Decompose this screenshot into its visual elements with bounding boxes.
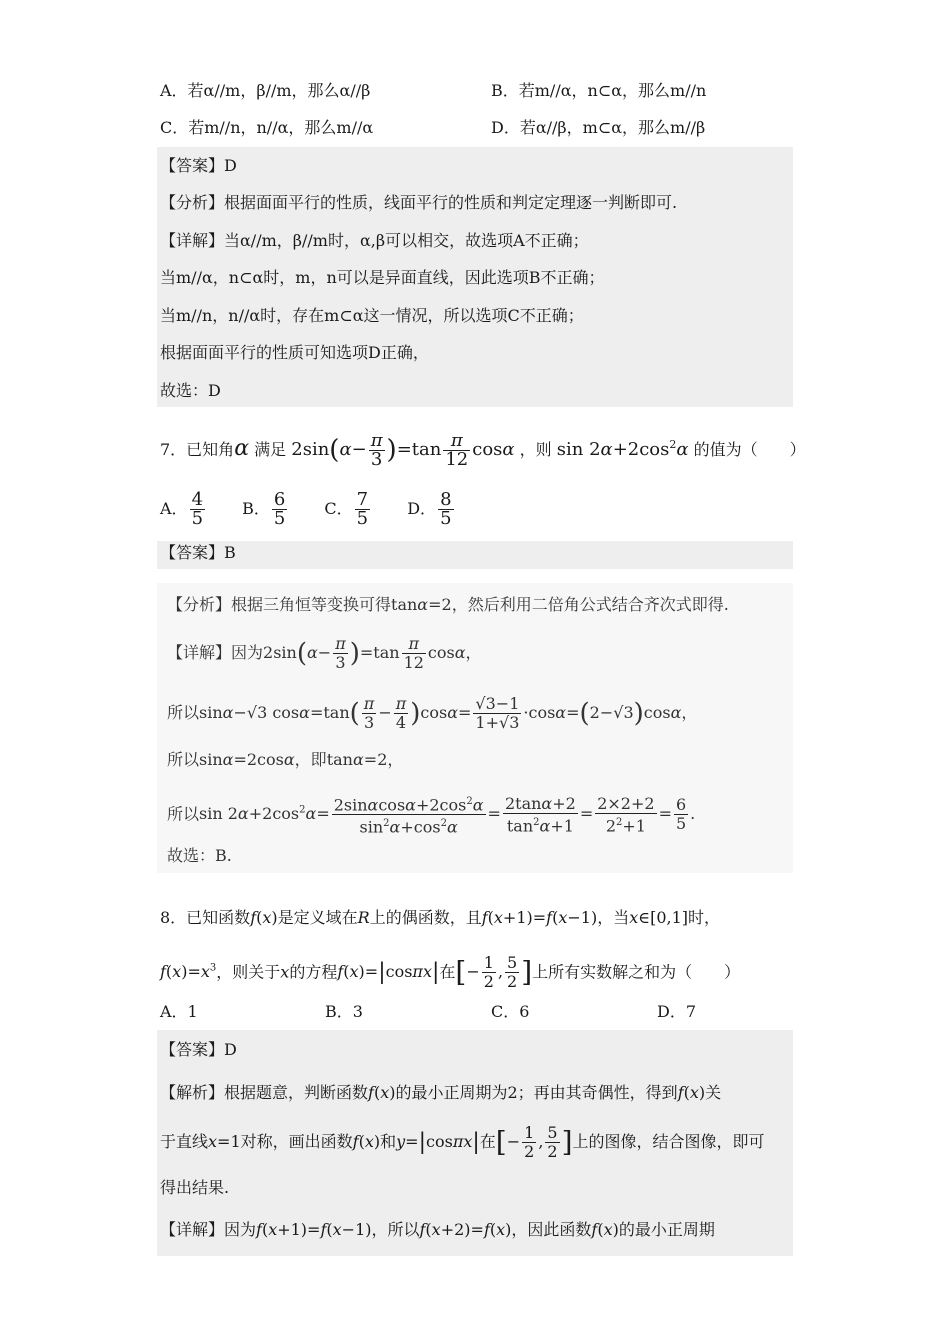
q7-stem [160,423,806,472]
q8-interval-2: [− $\frac{1}{2}$ , $\frac{5}{2}$ ] [455,953,533,992]
q7-equation: 2sin(α− $\frac{\pi}{3}$ )=tan $\frac{\pi}{12}$ cosα [291,429,515,470]
q8-option-d: D．7 [657,1002,697,1021]
q8-option-a: A．1 [160,1002,198,1021]
q7-detail-line-2: 所以sinα−√3 cosα=tan( $\frac{\pi}{3}$ − $\frac{\pi}{4}$ )cosα= $\frac{√3-1}{1+√3}$ ·cosα=(2−√3)cosα， [167,694,698,732]
q6-detail-line-5: 故选：D [160,381,221,400]
q7-options [160,487,456,531]
q7-answer-block [157,541,793,569]
q6-option-b: B．若m//α，n⊂α，那么m//n [491,81,707,100]
q7-detail-line-4: 所以$\sin 2\alpha+2\cos^2\alpha=$ $\frac{2\sin\alpha\cos\alpha+2\cos^2\alpha}{\sin^2\alpha+\cos^2\alpha}$ = $\frac{2\tan\alpha+2}{\tan^2\alpha+1}$ = $\frac{2\times 2+2}{2^2+1}$ = $\frac{6}{5}$ . [167,793,696,837]
q7-solution-image [157,583,793,873]
q7-stem-mid: 满足 [254,440,287,459]
q8-period: 2 [507,1083,518,1102]
q7-detail-eq-3a: sinα=2cosα [199,750,295,769]
q6-detail-line-3: 当m//n，n//α时，存在m⊂α这一情况，所以选项C不正确； [160,306,584,325]
q8-detail-eq-2: f(x+2)=f(x) [419,1220,512,1239]
q6-detail-line-4: 根据面面平行的性质可知选项D正确， [160,343,429,362]
q8-fx: f(x) [250,908,278,927]
q8-stem-line-2: $f(x)=x^3$，则关于x的方程f(x)=|cosπx|在[− $\frac{1}{2}$ , $\frac{5}{2}$ ]上所有实数解之和为（ ） [160,953,741,992]
q7-detail-eq-4: $\sin 2\alpha+2\cos^2\alpha=$ $\frac{2\sin\alpha\cos\alpha+2\cos^2\alpha}{\sin^2\alpha+\cos^2\alpha}$ = $\frac{2\tan\alpha+2}{\tan^2\alpha+1}$ = $\frac{2\times 2+2}{2^2+1}$ = $\frac{6}{5}$ . [199,793,696,837]
q6-option-c: C．若m//n，n//α，那么m//α [160,118,374,137]
q7-detail-eq-1: 2sin(α− $\frac{\pi}{3}$ )=tan $\frac{\pi}{12}$ cosα， [263,634,482,672]
q7-option-c: C． $\frac{7}{5}$ [324,489,369,529]
q8-analysis-line-3: 得出结果. [160,1178,230,1197]
q6-detail-line-2: 当m//α，n⊂α时，m，n可以是异面直线，因此选项B不正确； [160,268,605,287]
q8-analysis-fx-3: f(x) [352,1132,381,1151]
q7-alpha: α [234,436,250,461]
q8-answer: 【答案】D [160,1040,237,1059]
q8-option-c: C．6 [491,1002,530,1021]
q6-answer: 【答案】D [160,156,237,175]
q7-option-b: B． $\frac{6}{5}$ [242,489,286,529]
q8-analysis-y: y=|cosπx| [396,1129,480,1155]
q8-analysis-fx-2: f(x) [677,1083,706,1102]
q6-analysis: 【分析】根据面面平行的性质，线面平行的性质和判定定理逐一判断即可. [160,193,678,212]
q8-stem-line-1: 8．已知函数f(x)是定义域在R上的偶函数，且f(x+1)=f(x−1)，当x∈[0,1]时， [160,908,721,927]
q7-option-d: D． $\frac{8}{5}$ [407,489,452,529]
q8-detail-line: 【详解】因为f(x+1)=f(x−1)，所以f(x+2)=f(x)，因此函数f(x)的最小正周期 [160,1220,715,1239]
q8-analysis-interval: [− $\frac{1}{2}$ , $\frac{5}{2}$ ] [495,1123,573,1161]
q8-analysis-line-1: 【解析】根据题意，判断函数f(x)的最小正周期为2；再由其奇偶性，得到f(x)关 [160,1083,722,1102]
q7-expression: $\sin 2\alpha+2\cos^2\alpha$ [556,438,689,460]
q8-detail-eq-1: f(x+1)=f(x−1) [256,1220,372,1239]
q7-answer: 【答案】B [160,543,236,562]
q8-eq-1: f(x+1)=f(x−1) [481,908,598,927]
q8-option-b: B．3 [325,1002,363,1021]
q8-eq-2: $f(x)=x^3$ [160,962,217,982]
q8-analysis-fx-1: f(x) [368,1083,396,1102]
q6-option-d: D．若α//β，m⊂α，那么m//β [491,118,706,137]
q7-analysis: 【分析】根据三角恒等变换可得tanα=2，然后利用二倍角公式结合齐次式即得. [167,595,729,614]
q7-stem-end: 的值为（ ） [693,440,806,459]
q7-detail-line-1: 【详解】因为2sin(α− $\frac{\pi}{3}$ )=tan $\frac{\pi}{12}$ cosα， [167,634,482,672]
q6-option-a: A．若α//m，β//m，那么α//β [160,81,371,100]
q7-analysis-eq: tanα=2 [391,595,452,614]
q7-conclusion: 故选：B. [167,846,232,865]
q7-option-a: A． $\frac{4}{5}$ [160,489,204,529]
q7-detail-eq-2: sinα−√3 cosα=tan( $\frac{\pi}{3}$ − $\frac{\pi}{4}$ )cosα= $\frac{√3-1}{1+√3}$ ·cosα=(2−√3)cosα， [199,694,698,732]
q8-x: x [280,962,290,982]
q7-stem-prefix: 7．已知角 [160,440,235,459]
q8-eq-3: f(x)=|cosπx| [337,959,440,985]
q8-analysis-x1: x=1 [208,1132,241,1151]
q8-interval-1: x∈[0,1] [629,908,689,927]
q7-stem-suffix: ，则 [519,440,552,459]
q8-analysis-line-2: 于直线x=1对称，画出函数f(x)和y=|cosπx|在[− $\frac{1}{2}$ , $\frac{5}{2}$ ]上的图像，结合图像，即可 [160,1123,765,1161]
q8-detail-fx: f(x) [591,1220,619,1239]
q7-detail-eq-3b: tanα=2， [326,750,404,769]
q7-detail-line-3: 所以sinα=2cosα，即tanα=2， [167,750,404,769]
q6-detail-line-1: 【详解】当α//m，β//m时，α,β可以相交，故选项A不正确； [160,231,589,250]
q8-r: R [357,908,370,927]
